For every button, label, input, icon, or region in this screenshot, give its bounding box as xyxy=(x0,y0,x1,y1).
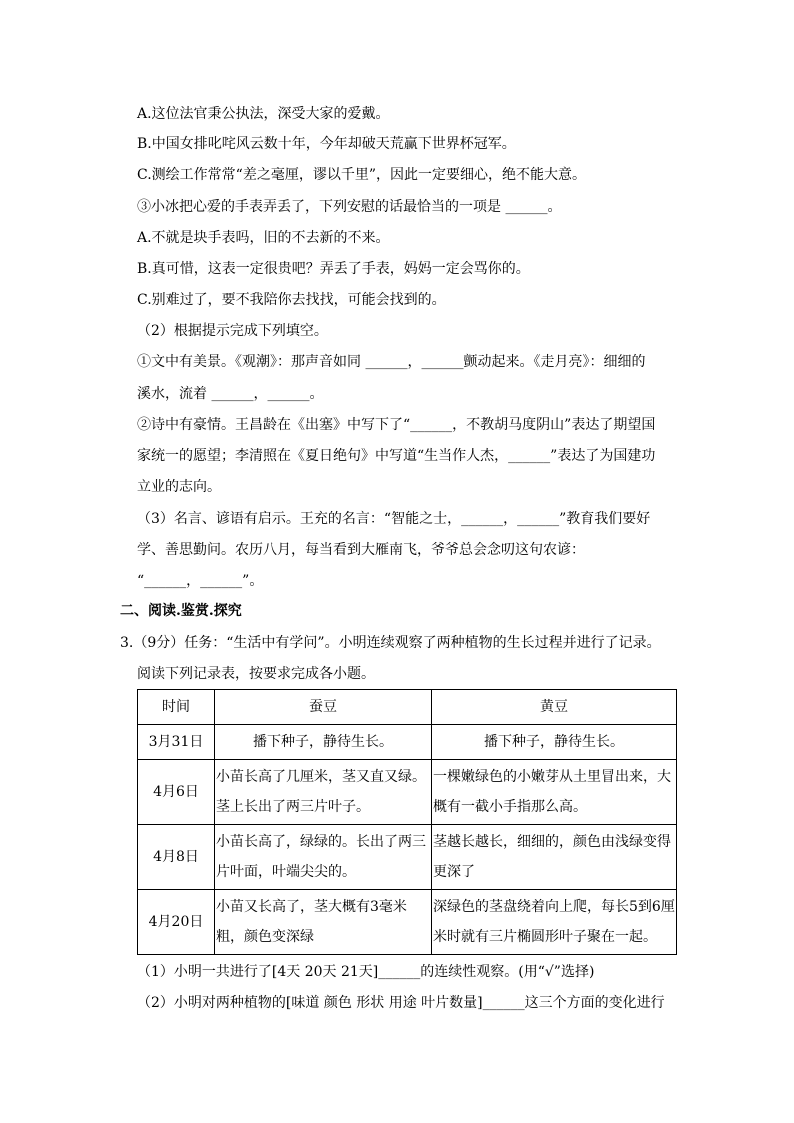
table-row xyxy=(138,890,677,955)
sub-question-2: （2）小明对两种植物的[味道 颜色 形状 用途 叶片数量]______这三个方面的变化进行 xyxy=(137,995,665,1011)
fill-line-1: ①文中有美景。《观潮》：那声音如同 ______，______颤动起来。《走月亮》：细细的 xyxy=(137,354,646,370)
option-2c: C.别难过了，要不我陪你去找找，可能会找到的。 xyxy=(137,292,446,308)
row-soybean: 茎越长越长，细细的，颜色由浅绿变得更深了 xyxy=(432,825,677,890)
record-table xyxy=(137,689,677,955)
option-1b: B.中国女排叱咤风云数十年，今年却破天荒赢下世界杯冠军。 xyxy=(137,136,516,152)
row-date: 4月6日 xyxy=(138,760,215,825)
table-header-time: 时间 xyxy=(138,690,215,725)
row-date: 4月8日 xyxy=(138,825,215,890)
table-row xyxy=(138,825,677,890)
option-2a: A.不就是块手表吗，旧的不去新的不来。 xyxy=(137,230,390,246)
option-1a: A.这位法官秉公执法，深受大家的爱戴。 xyxy=(137,106,390,122)
fill-line-3: ②诗中有豪情。王昌龄在《出塞》中写下了“______，不教胡马度阴山”表达了期望国 xyxy=(137,417,656,433)
fill-line-5: 立业的志向。 xyxy=(137,479,221,495)
row-soybean: 深绿色的茎盘绕着向上爬，每长5到6厘米时就有三片椭圆形叶子聚在一起。 xyxy=(432,890,677,955)
fill-line-7: 学、善思勤问。农历八月，每当看到大雁南飞，爷爷总会念叨这句农谚： xyxy=(137,542,585,558)
part-2-heading: （2）根据提示完成下列填空。 xyxy=(137,323,328,339)
question-3-title: 3.（9分）任务：“生活中有学问”。小明连续观察了两种植物的生长过程并进行了记录。 xyxy=(120,635,661,651)
table-row xyxy=(138,760,677,825)
row-broad-bean: 小苗长高了几厘米，茎又直又绿。茎上长出了两三片叶子。 xyxy=(215,760,432,825)
question-3-instruction: 阅读下列记录表，按要求完成各小题。 xyxy=(137,666,375,682)
table-header-soybean: 黄豆 xyxy=(432,690,677,725)
table-header-broad-bean: 蚕豆 xyxy=(215,690,432,725)
section-title: 二、阅读.鉴赏.探究 xyxy=(120,603,242,619)
sub-question-1: （1）小明一共进行了[4天 20天 21天]______的连续性观察。(用“√”选择) xyxy=(137,964,595,980)
fill-line-6: （3）名言、谚语有启示。王充的名言：“智能之士，______，______”教育我们要好 xyxy=(137,511,651,527)
fill-line-8: “______，______”。 xyxy=(137,573,264,589)
row-date: 3月31日 xyxy=(138,725,215,760)
row-broad-bean: 小苗长高了，绿绿的。长出了两三片叶面，叶端尖尖的。 xyxy=(215,825,432,890)
fill-line-4: 家统一的愿望；李清照在《夏日绝句》中写道“生当作人杰，______”表达了为国建功 xyxy=(137,448,656,464)
row-soybean: 一棵嫩绿色的小嫩芽从土里冒出来，大概有一截小手指那么高。 xyxy=(432,760,677,825)
row-soybean: 播下种子，静待生长。 xyxy=(432,725,677,760)
row-date: 4月20日 xyxy=(138,890,215,955)
option-2b: B.真可惜，这表一定很贵吧？弄丢了手表，妈妈一定会骂你的。 xyxy=(137,261,530,277)
row-broad-bean: 小苗又长高了，茎大概有3毫米粗，颜色变深绿 xyxy=(215,890,432,955)
fill-line-2: 溪水，流着 ______，______。 xyxy=(137,386,324,402)
table-row xyxy=(138,725,677,760)
question-3-sub: ③小冰把心爱的手表弄丢了，下列安慰的话最恰当的一项是 ______。 xyxy=(137,199,562,215)
option-1c: C.测绘工作常常“差之毫厘，谬以千里”，因此一定要细心，绝不能大意。 xyxy=(137,167,586,183)
row-broad-bean: 播下种子，静待生长。 xyxy=(215,725,432,760)
